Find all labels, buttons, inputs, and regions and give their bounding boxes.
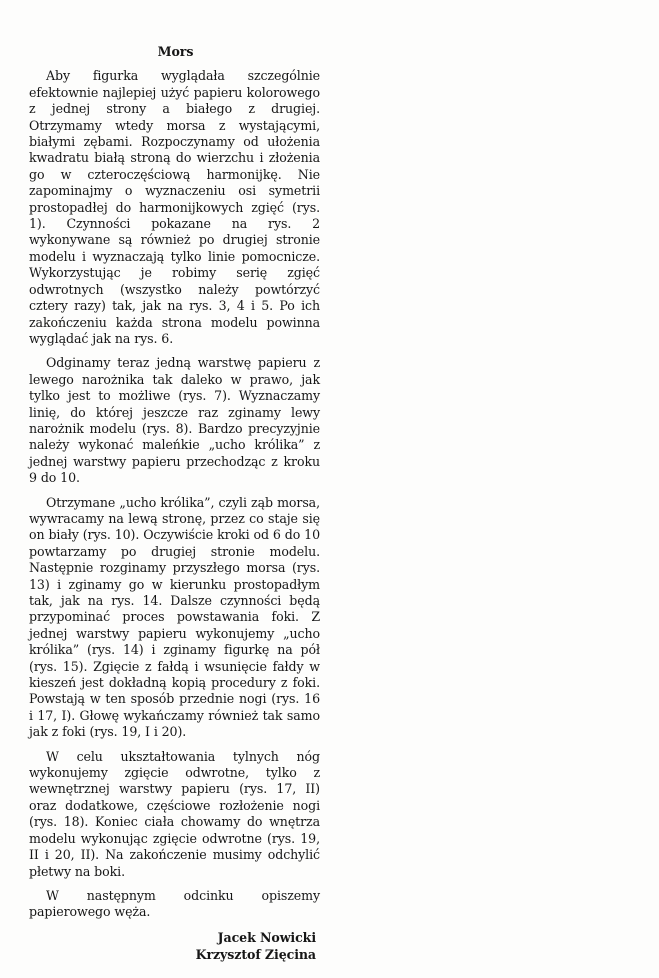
article-title: Mors: [157, 44, 194, 59]
author-name-1: Jacek Nowicki: [217, 929, 316, 945]
article-paragraph-2: Odginamy teraz jedną warstwę papieru z lewego narożnika tak daleko w prawo, jak tylko jest to możliwe (rys. 7). Wyznaczamy linię, do której jeszcze raz zginamy lewy narożnik modelu (rys. 8). Bardzo precyzyjnie należy wykonać maleńkie „ucho królika” z jednej warstwy papieru przechodząc z kroku 9 do 10.: [29, 355, 320, 486]
author-name-2: Krzysztof Zięcina: [195, 946, 316, 962]
article-paragraph-5: W następnym odcinku opiszemy papierowego węża.: [29, 887, 320, 920]
article-paragraph-3: Otrzymane „ucho królika”, czyli ząb morsa, wywracamy na lewą stronę, przez co staje się on biały (rys. 10). Oczywiście kroki od 6 do 10 powtarzamy po drugiej stronie modelu. Następnie rozginamy przyszłego morsa (rys. 13) i zginamy go w kierunku prostopadłym tak, jak na rys. 14. Dalsze czynności będą przypominać proces powstawania foki. Z jednej warstwy papieru wykonujemy „ucho królika” (rys. 14) i zginamy figurkę na pół (rys. 15). Zgięcie z fałdą i wsunięcie fałdy w kieszeń jest dokładną kopią procedury z foki. Powstają w ten sposób przednie nogi (rys. 16 i 17, I). Głowę wykańczamy również tak samo jak z foki (rys. 19, I i 20).: [29, 494, 320, 740]
article-paragraph-1: Aby figurka wyglądała szczególnie efektownie najlepiej użyć papieru kolorowego z jednej strony a białego z drugiej. Otrzymamy wtedy morsa z wystającymi, białymi zębami. Rozpoczynamy od ułożenia kwadratu białą stroną do wierzchu i złożenia go w czteroczęściową harmonijkę. Nie zapominajmy o wyznaczeniu osi symetrii prostopadłej do harmonijkowych zgięć (rys. 1). Czynności pokazane na rys. 2 wykonywane są również po drugiej stronie modelu i wyznaczają tylko linie pomocnicze. Wykorzystując je robimy serię zgięć odwrotnych (wszystko należy powtórzyć cztery razy) tak, jak na rys. 3, 4 i 5. Po ich zakończeniu każda strona modelu powinna wyglądać jak na rys. 6.: [29, 68, 320, 346]
article-paragraph-4: W celu ukształtowania tylnych nóg wykonujemy zgięcie odwrotne, tylko z wewnętrznej warstwy papieru (rys. 17, II) oraz dodatkowe, częściowe rozłożenie nogi (rys. 18). Koniec ciała chowamy do wnętrza modelu wykonując zgięcie odwrotne (rys. 19, II i 20, II). Na zakończenie musimy odchylić płetwy na boki.: [29, 748, 320, 879]
article-column: [29, 44, 320, 963]
author-signature: [29, 929, 320, 963]
